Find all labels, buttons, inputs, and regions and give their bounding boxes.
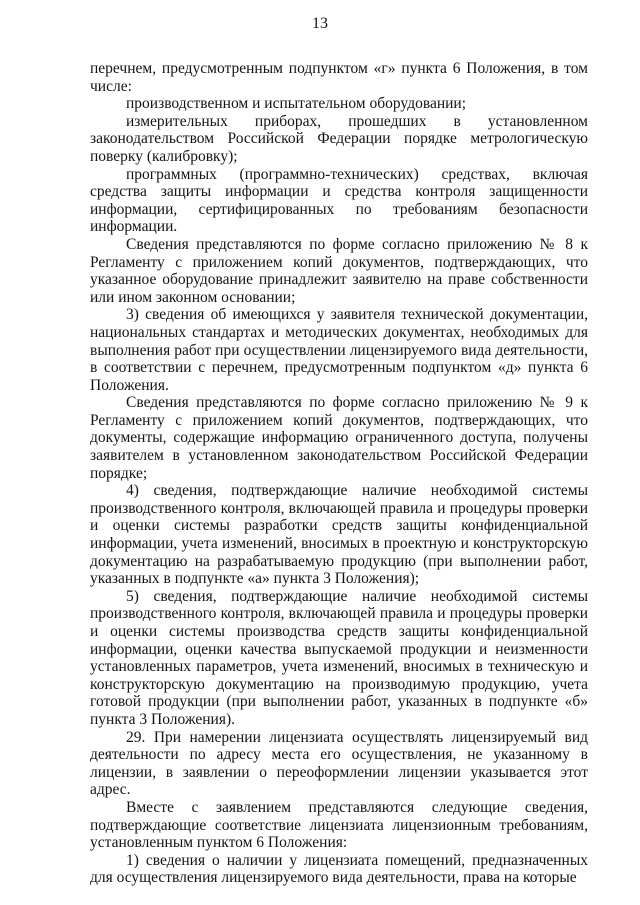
paragraph: измерительных приборах, прошедших в установленном законодательством Российской Федерации порядке метрологическую поверку (калибровку);	[90, 112, 588, 165]
paragraph: перечнем, предусмотренным подпунктом «г» пункта 6 Положения, в том числе:	[90, 60, 588, 95]
paragraph: Сведения представляются по форме согласно приложению № 8 к Регламенту с приложением копий документов, подтверждающих, что указанное оборудование принадлежит заявителю на праве собственности или ином законном основании;	[90, 235, 588, 306]
paragraph: 5) сведения, подтверждающие наличие необходимой системы производственного контроля, включающей правила и процедуры проверки и оценки системы производства средств защиты конфиденциальной информации, оценки качества выпускаемой продукции и неизменности установленных параметров, учета изменений, вносимых в техническую и конструкторскую документацию на производимую продукцию, учета готовой продукции (при выполнении работ, указанных в подпункте «б» пункта 3 Положения).	[90, 587, 588, 728]
paragraph: 29. При намерении лицензиата осуществлять лицензируемый вид деятельности по адресу места его осуществления, не указанному в лицензии, в заявлении о переоформлении лицензии указывается этот адрес.	[90, 728, 588, 799]
paragraph: программных (программно-технических) средствах, включая средства защиты информации и средства контроля защищенности информации, сертифицированных по требованиям безопасности информации.	[90, 165, 588, 236]
paragraph: производственном и испытательном оборудовании;	[126, 95, 467, 113]
paragraph: 3) сведения об имеющихся у заявителя технической документации, национальных стандартах и методических документах, необходимых для выполнения работ при осуществлении лицензируемого вида деятельности, в соответствии с перечнем, предусмотренным подпунктом «д» пункта 6 Положения.	[90, 306, 588, 394]
paragraph: 1) сведения о наличии у лицензиата помещений, предназначенных для осуществления лицензируемого вида деятельности, права на которые	[90, 851, 588, 887]
paragraph: Вместе с заявлением представляются следующие сведения, подтверждающие соответствие лицензиата лицензионным требованиям, установленным пунктом 6 Положения:	[90, 798, 588, 852]
paragraph: 4) сведения, подтверждающие наличие необходимой системы производственного контроля, включающей правила и процедуры проверки и оценки системы разработки средств защиты конфиденциальной информации, учета изменений, вносимых в проектную и конструкторскую документацию на разрабатываемую продукцию (при выполнении работ, указанных в подпункте «а» пункта 3 Положения);	[90, 482, 588, 588]
paragraph: Сведения представляются по форме согласно приложению № 9 к Регламенту с приложением копий документов, подтверждающих, что документы, содержащие информацию ограниченного доступа, получены заявителем в установленном законодательством Российской Федерации порядке;	[90, 394, 588, 482]
document-body	[90, 60, 588, 887]
page-number: 13	[312, 15, 328, 32]
